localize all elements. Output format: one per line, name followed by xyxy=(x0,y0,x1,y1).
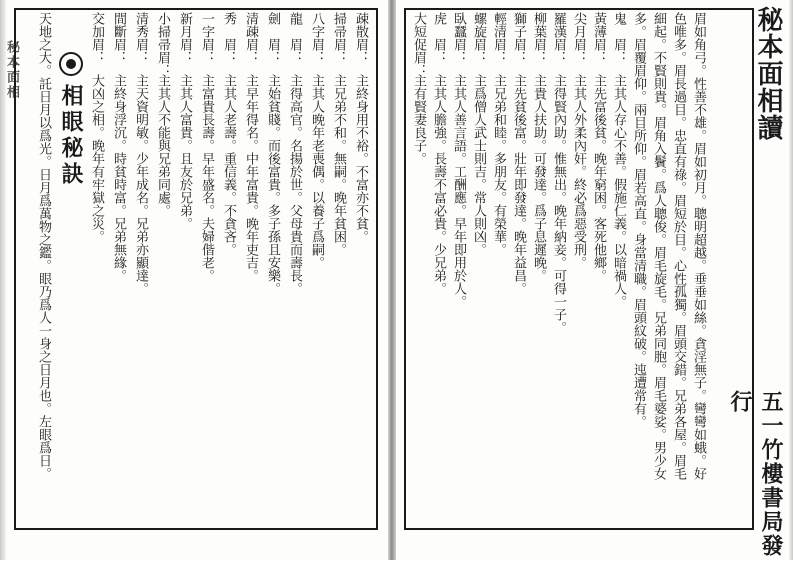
eyebrow-term: 黃薄眉： xyxy=(591,12,606,64)
eyebrow-term: 輕清眉： xyxy=(491,12,506,64)
right-page-columns xyxy=(408,12,708,524)
eyebrow-term: 清疎眉： xyxy=(243,12,258,64)
eyebrow-desc: 大凶之相。晚年有牢獄之災。 xyxy=(89,74,104,243)
text-column xyxy=(651,12,668,522)
body-column xyxy=(34,12,53,522)
eyebrow-desc: 主得賢內助。惟無出。晚年納妾。可得一子。 xyxy=(551,74,566,334)
text-column xyxy=(131,12,150,522)
bullet-circle-icon xyxy=(59,52,83,76)
eyebrow-desc: 主有賢妻良子。 xyxy=(411,74,426,165)
eyebrow-desc: 色唯多。眉長過目。忠直有祿。眉短於目。心性孤獨。眉頭交錯。兄弟各屋。眉毛 xyxy=(671,12,686,480)
eyebrow-term: 大短促眉： xyxy=(411,12,426,77)
eyebrow-desc: 主貴人扶助。可發達。爲子息遲晚。 xyxy=(531,74,546,282)
eyebrow-desc: 主先富後貧。晚年窮困。客死他鄉。 xyxy=(591,74,606,282)
book-spine xyxy=(388,0,396,560)
text-column xyxy=(263,12,282,522)
section-heading-text: 相眼秘訣 xyxy=(58,84,84,188)
text-column xyxy=(153,12,172,522)
eyebrow-term: 小掃帚眉： xyxy=(155,12,170,77)
eyebrow-term: 獅子眉： xyxy=(511,12,526,64)
eyebrow-desc: 主終身浮沉。時貧時富。兄弟無緣。 xyxy=(111,74,126,282)
left-page xyxy=(0,0,388,560)
eyebrow-term: 龍 眉： xyxy=(287,12,302,64)
eyebrow-desc: 主天資明敏。少年成名。兄弟亦顯達。 xyxy=(133,74,148,295)
eyebrow-desc: 主其人膽強。長壽不富必貴。少兄弟。 xyxy=(431,74,446,295)
text-column xyxy=(329,12,348,522)
text-column xyxy=(631,12,648,522)
eyebrow-desc: 主得高官。名揚於世。父母貴而壽長。 xyxy=(287,74,302,295)
book-title: 秘本面相讀 xyxy=(753,6,783,141)
eyebrow-term: 一字眉： xyxy=(199,12,214,64)
eyebrow-desc: 主富貴長壽。早年盛名。夫婦偕老。 xyxy=(199,74,214,282)
text-column xyxy=(471,12,488,522)
text-column xyxy=(491,12,508,522)
eyebrow-term: 虎 眉： xyxy=(431,12,446,64)
eyebrow-term: 眉如角弓 xyxy=(691,12,706,64)
text-column xyxy=(451,12,468,522)
eyebrow-term: 羅漢眉： xyxy=(551,12,566,64)
eyebrow-desc: 主其人老壽。重信義。不貪吝。 xyxy=(221,74,236,256)
eyebrow-term: 柳葉眉： xyxy=(531,12,546,64)
eyebrow-desc: 主爲僧人武士則吉。常人則凶。 xyxy=(471,74,486,256)
eyebrow-term: 螺旋眉： xyxy=(471,12,486,64)
eyebrow-term: 秀 眉： xyxy=(221,12,236,64)
text-column xyxy=(175,12,194,522)
text-column xyxy=(241,12,260,522)
text-column xyxy=(87,12,106,522)
eyebrow-term: 劍 眉： xyxy=(265,12,280,64)
text-column xyxy=(219,12,238,522)
eyebrow-term: 鬼 眉： xyxy=(611,12,626,64)
eyebrow-desc: 主先貧後富。壯年即發達。晚年益昌。 xyxy=(511,74,526,295)
text-column xyxy=(611,12,628,522)
publisher-label: 五一竹樓書局發行 xyxy=(727,390,784,558)
eyebrow-term: 八字眉： xyxy=(309,12,324,64)
eyebrow-term: 交加眉： xyxy=(89,12,104,64)
eyebrow-term: 新月眉： xyxy=(177,12,192,64)
eyebrow-desc: 主始貧賤。而後富貴。多子孫且安樂。 xyxy=(265,74,280,295)
eyebrow-desc: 主其人存心不善。假施仁義。以暗禍人。 xyxy=(611,74,626,308)
text-column xyxy=(109,12,128,522)
text-column xyxy=(531,12,548,522)
text-column xyxy=(307,12,326,522)
eyebrow-desc: 主其人外柔內奸。終必爲惡受刑。 xyxy=(571,74,586,269)
eyebrow-desc: 主兄弟不和。無嗣。晚年貧困。 xyxy=(331,74,346,256)
eyebrow-term: 臥蠶眉： xyxy=(451,12,466,64)
text-column xyxy=(351,12,370,522)
eyebrow-term: 清秀眉： xyxy=(133,12,148,64)
eyebrow-term: 掃帚眉： xyxy=(331,12,346,64)
eyebrow-desc: 主其人善言語。工酬應。早年即用於人。 xyxy=(451,74,466,308)
eyebrow-desc: 主其人富貴。且友於兄弟。 xyxy=(177,74,192,230)
text-column xyxy=(551,12,568,522)
eyebrow-desc: 多。眉覆眉仰。兩目所仰。眉若高直。身當清職。眉頭紋破。迍遭常有。 xyxy=(631,12,646,428)
right-page xyxy=(396,0,793,560)
eyebrow-term: 間斷眉： xyxy=(111,12,126,64)
eyebrow-desc: 細起。不賢則貴。眉角入鬢。爲人聰俊。眉毛旋毛。兄弟同胞。眉毛婆娑。男少女 xyxy=(651,12,666,480)
eyebrow-term: 尖月眉： xyxy=(571,12,586,64)
body-text: 天地之大。託日月以爲光。日月爲萬物之鑑。眼乃爲人一身之日月也。左眼爲日。 xyxy=(36,12,51,480)
eyebrow-desc: 主其人不能與兄弟同處。 xyxy=(155,74,170,217)
margin-label-left: 秘本面相 xyxy=(4,40,19,100)
text-column xyxy=(591,12,608,522)
text-column xyxy=(431,12,448,522)
eyebrow-desc: 主其人晚年老喪偶。以養子爲嗣。 xyxy=(309,74,324,269)
text-column xyxy=(511,12,528,522)
eyebrow-desc: 主兄弟和睦。多朋友。有榮華。 xyxy=(491,74,506,256)
eyebrow-desc: 主早年得名。中年富貴。晚年吏吉。 xyxy=(243,74,258,282)
eyebrow-desc: 主終身用不裕。不富亦不貧。 xyxy=(353,74,368,243)
text-column xyxy=(571,12,588,522)
text-column xyxy=(671,12,688,522)
eyebrow-desc: 。性善不雄。眉如初月。聰明超越。垂垂如絲。貪淫無子。彎彎如蛾。好 xyxy=(691,64,706,480)
section-heading xyxy=(56,12,84,562)
left-page-columns xyxy=(18,12,370,524)
text-column xyxy=(285,12,304,522)
text-column xyxy=(411,12,428,522)
text-column xyxy=(691,12,708,522)
text-column xyxy=(197,12,216,522)
eyebrow-term: 疎散眉： xyxy=(353,12,368,64)
